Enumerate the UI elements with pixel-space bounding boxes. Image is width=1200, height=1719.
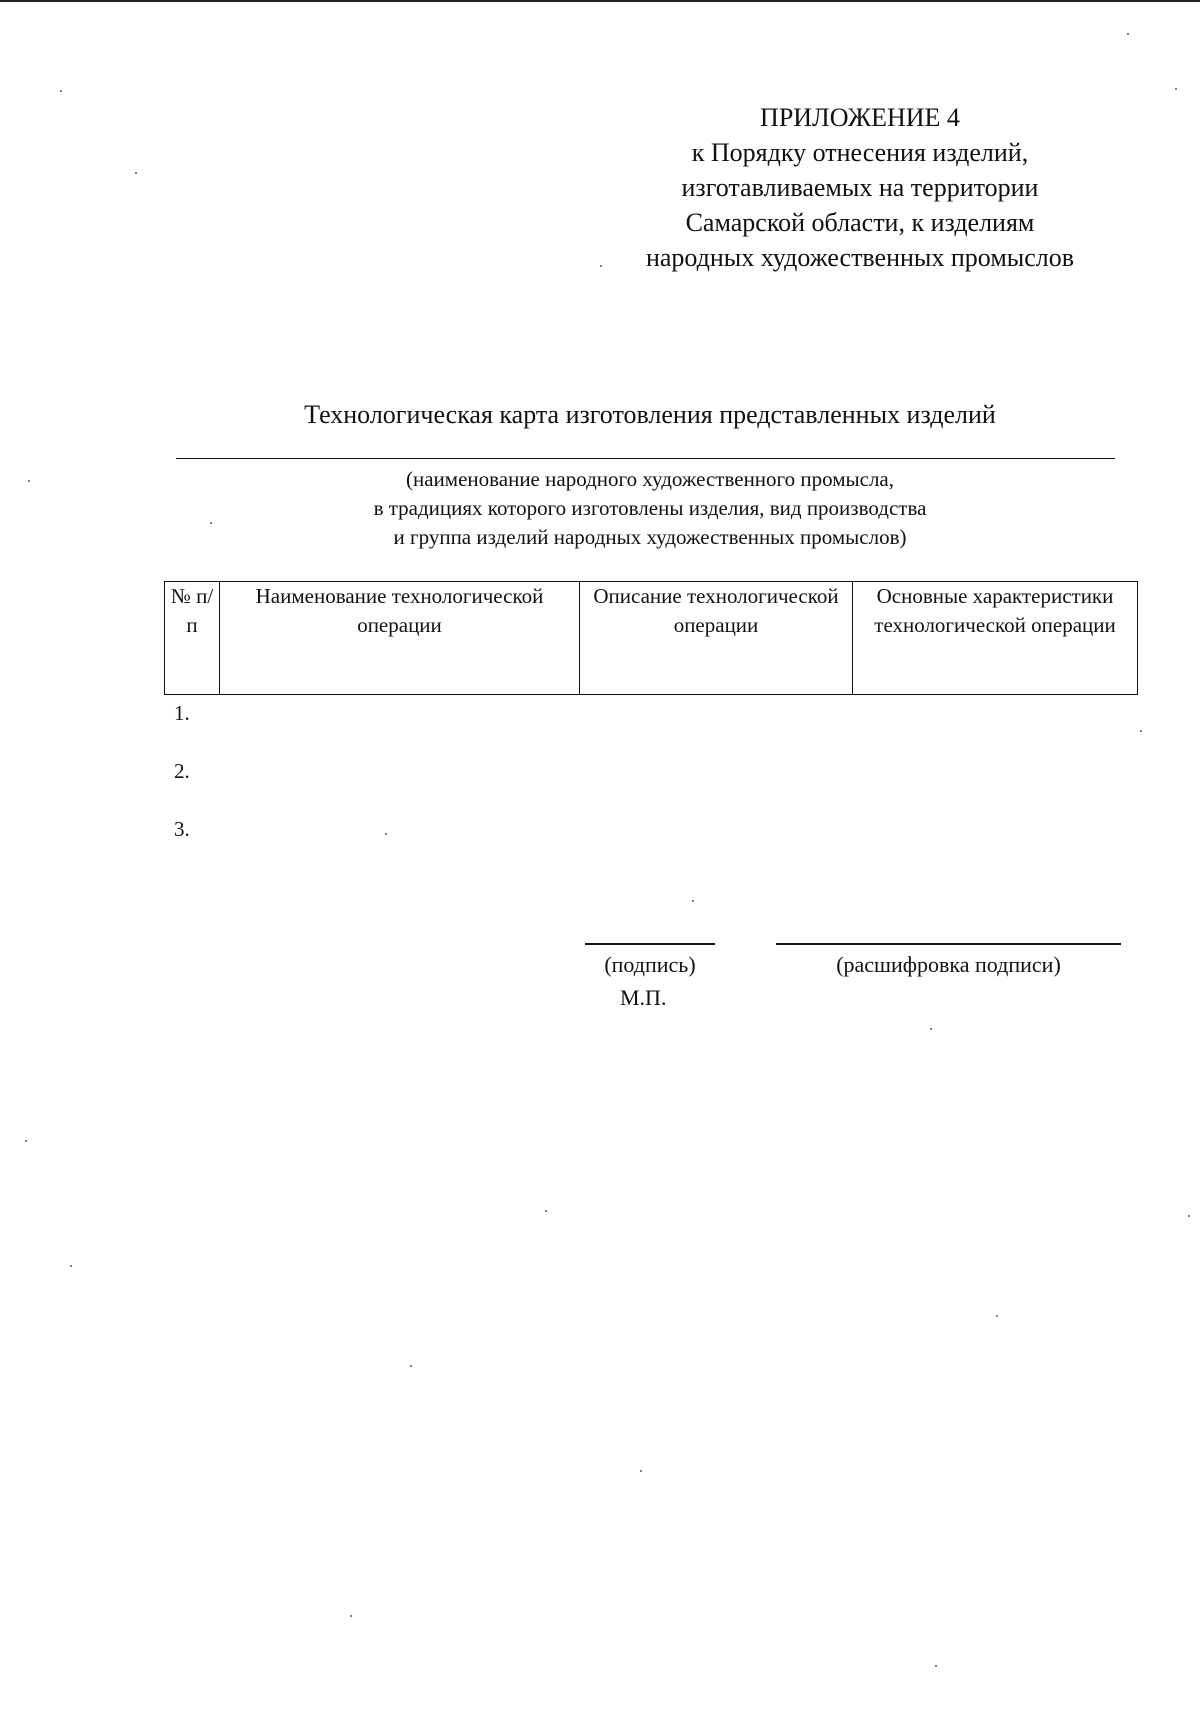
scan-speck (1188, 1215, 1190, 1217)
scan-speck (1127, 33, 1129, 35)
row-number: 2. (174, 759, 190, 783)
scan-speck (70, 1265, 72, 1267)
table-header-row (165, 582, 1138, 695)
scan-speck (210, 522, 212, 524)
page-top-border (0, 0, 1200, 2)
signature-decode-label: (расшифровка подписи) (836, 952, 1061, 977)
scan-speck (28, 480, 30, 482)
scan-speck (60, 90, 62, 92)
scan-speck (350, 1615, 352, 1617)
document-title: Технологическая карта изготовления представленных изделий (304, 400, 996, 429)
header-cell-operation-characteristics: Основные характеристики технологической операции (853, 582, 1138, 695)
operations-table (164, 581, 1138, 695)
signature-line (585, 943, 715, 945)
scan-speck (600, 265, 602, 267)
scan-speck (1175, 88, 1177, 90)
appendix-reference-line: к Порядку отнесения изделий, (691, 138, 1029, 167)
header-cell-operation-name: Наименование технологической операции (220, 582, 580, 695)
scan-speck (385, 833, 387, 835)
scan-speck (930, 1028, 932, 1030)
signature-label: (подпись) (604, 952, 696, 977)
seal-mark: М.П. (620, 985, 667, 1010)
header-cell-number: № п/п (165, 582, 220, 695)
caption-line: (наименование народного художественного промысла, (405, 467, 894, 491)
row-number: 3. (174, 817, 190, 841)
scan-speck (25, 1140, 27, 1142)
appendix-header (620, 100, 1100, 275)
appendix-reference-line: изготавливаемых на территории (681, 173, 1039, 202)
appendix-number: ПРИЛОЖЕНИЕ 4 (760, 103, 960, 132)
scan-speck (640, 1470, 642, 1472)
row-number: 1. (174, 701, 190, 725)
scan-speck (545, 1210, 547, 1212)
scan-speck (692, 900, 694, 902)
caption-line: в традициях которого изготовлены изделия, вид производства (373, 496, 927, 520)
header-cell-operation-description: Описание технологической операции (580, 582, 853, 695)
scan-speck (935, 1665, 937, 1667)
caption-line: и группа изделий народных художественных промыслов) (393, 525, 907, 549)
craft-name-blank-line (176, 458, 1115, 459)
signature-decode-line (776, 943, 1121, 945)
scan-speck (135, 172, 137, 174)
scan-speck (1140, 730, 1142, 732)
appendix-reference-line: Самарской области, к изделиям (685, 208, 1035, 237)
scan-speck (410, 1365, 412, 1367)
craft-name-caption (250, 465, 1050, 552)
scan-speck (996, 1315, 998, 1317)
appendix-reference-line: народных художественных промыслов (645, 243, 1075, 272)
